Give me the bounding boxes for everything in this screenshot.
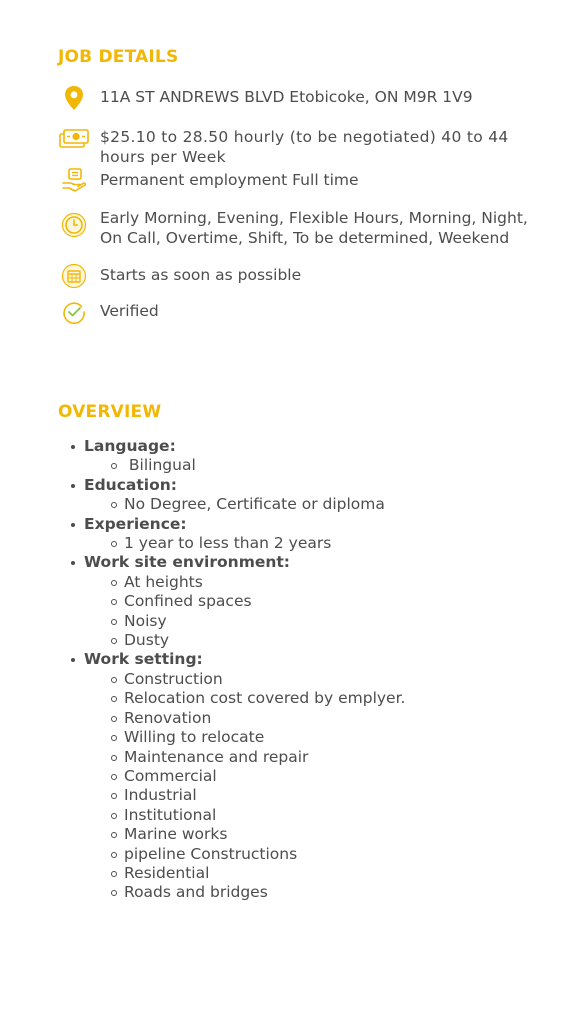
list-item: Renovation — [111, 709, 530, 728]
overview-language-label: Language: — [84, 437, 176, 455]
list-item: Willing to relocate — [111, 728, 530, 747]
list-item: Bilingual — [111, 456, 530, 475]
employment-icon — [58, 165, 90, 197]
list-item: Confined spaces — [111, 592, 530, 611]
overview-language — [70, 437, 530, 476]
job-verified-row — [58, 296, 528, 328]
job-start-row — [58, 260, 528, 292]
list-item: Noisy — [111, 612, 530, 631]
job-salary-row — [58, 122, 528, 167]
clock-icon — [58, 209, 90, 241]
list-item: 1 year to less than 2 years — [111, 534, 530, 553]
overview-work-site — [70, 553, 530, 650]
job-hours-row — [58, 203, 528, 248]
overview-work-setting-list — [84, 670, 530, 903]
list-item: Commercial — [111, 767, 530, 786]
overview-education-label: Education: — [84, 475, 177, 494]
overview-experience-label: Experience: — [84, 514, 187, 533]
overview-work-site-list — [84, 573, 530, 651]
list-item: Dusty — [111, 631, 530, 650]
overview-work-setting — [70, 650, 530, 902]
list-item: Institutional — [111, 806, 530, 825]
job-start-text: Starts as soon as possible — [100, 266, 302, 284]
overview-experience-list — [84, 534, 530, 553]
overview-experience — [70, 515, 530, 554]
job-location-text: 11A ST ANDREWS BLVD Etobicoke, ON M9R 1V9 — [100, 88, 473, 106]
job-details-title: JOB DETAILS — [58, 47, 179, 67]
list-item: No Degree, Certificate or diploma — [111, 495, 530, 514]
list-item: Construction — [111, 670, 530, 689]
overview-list — [70, 437, 530, 903]
list-item: Roads and bridges — [111, 883, 530, 902]
money-icon — [58, 122, 90, 154]
list-item: Industrial — [111, 786, 530, 805]
calendar-icon — [58, 260, 90, 292]
job-verified-text: Verified — [100, 302, 159, 320]
list-item: Marine works — [111, 825, 530, 844]
overview-education — [70, 476, 530, 515]
list-item: Residential — [111, 864, 530, 883]
list-item: At heights — [111, 573, 530, 592]
list-item: Relocation cost covered by emplyer. — [111, 689, 530, 708]
overview-title: OVERVIEW — [58, 402, 162, 422]
overview-language-list — [84, 456, 530, 475]
job-location-row — [58, 82, 528, 114]
verified-check-icon — [58, 296, 90, 328]
job-employment-text: Permanent employment Full time — [100, 171, 359, 189]
job-hours-text: Early Morning, Evening, Flexible Hours, Morning, Night, On Call, Overtime, Shift, To be determined, Weekend — [100, 209, 528, 247]
overview-work-site-label: Work site environment: — [84, 553, 290, 572]
job-employment-row — [58, 165, 528, 197]
list-item: pipeline Constructions — [111, 845, 530, 864]
list-item: Maintenance and repair — [111, 748, 530, 767]
location-pin-icon — [58, 82, 90, 114]
overview-education-list — [84, 495, 530, 514]
overview-work-setting-label: Work setting: — [84, 650, 203, 669]
job-salary-text: $25.10 to 28.50 hourly (to be negotiated) 40 to 44 hours per Week — [100, 128, 509, 166]
